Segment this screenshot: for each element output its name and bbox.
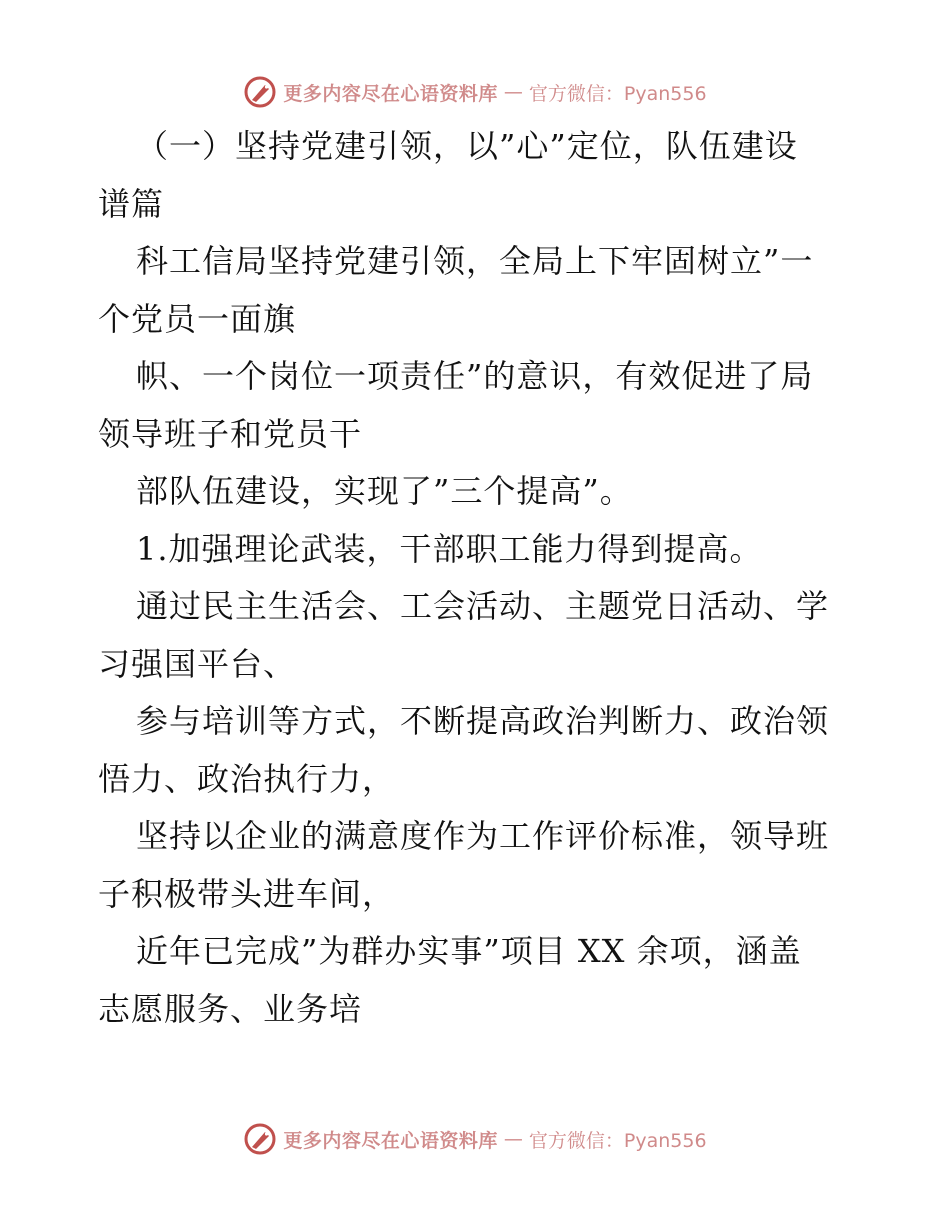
- paragraph-line: 志愿服务、业务培: [98, 989, 363, 1028]
- watermark-dash: —: [503, 1128, 523, 1150]
- watermark-brand: 更多内容尽在心语资料库: [283, 1129, 498, 1152]
- paragraph-line: 部队伍建设，实现了”三个提高”。: [136, 472, 633, 510]
- subsection-heading: 1.加强理论武装，干部职工能力得到提高。: [136, 529, 763, 568]
- fountain-pen-logo-icon: [243, 1122, 277, 1156]
- paragraph-line: 子积极带头进车间，: [98, 874, 396, 913]
- header-watermark: [0, 72, 950, 112]
- footer-watermark: [0, 1119, 950, 1159]
- paragraph-line: 参与培训等方式，不断提高政治判断力、政治领: [136, 702, 830, 740]
- paragraph-line: 近年已完成”为群办实事”项目 XX 余项，涵盖: [136, 932, 802, 970]
- paragraph-line: 领导班子和党员干: [98, 414, 363, 453]
- document-body: [98, 118, 858, 1038]
- paragraph-line: 个党员一面旗: [98, 299, 297, 338]
- paragraph-line: 通过民主生活会、工会活动、主题党日活动、学: [136, 587, 830, 625]
- watermark-suffix: 官方微信：Pyan556: [528, 1129, 707, 1152]
- paragraph-line: 悟力、政治执行力，: [98, 759, 396, 798]
- watermark-brand: 更多内容尽在心语资料库: [283, 82, 498, 105]
- section-heading: （一）坚持党建引领，以”心”定位，队伍建设: [136, 127, 798, 165]
- watermark-suffix: 官方微信：Pyan556: [528, 82, 707, 105]
- paragraph-line: 坚持以企业的满意度作为工作评价标准，领导班: [136, 817, 830, 855]
- section-heading-cont: 谱篇: [98, 184, 165, 223]
- paragraph-line: 习强国平台、: [98, 644, 297, 683]
- watermark-dash: —: [503, 81, 523, 103]
- fountain-pen-logo-icon: [243, 75, 277, 109]
- paragraph-line: 科工信局坚持党建引领，全局上下牢固树立”一: [136, 242, 814, 280]
- paragraph-line: 帜、一个岗位一项责任”的意识，有效促进了局: [136, 357, 814, 395]
